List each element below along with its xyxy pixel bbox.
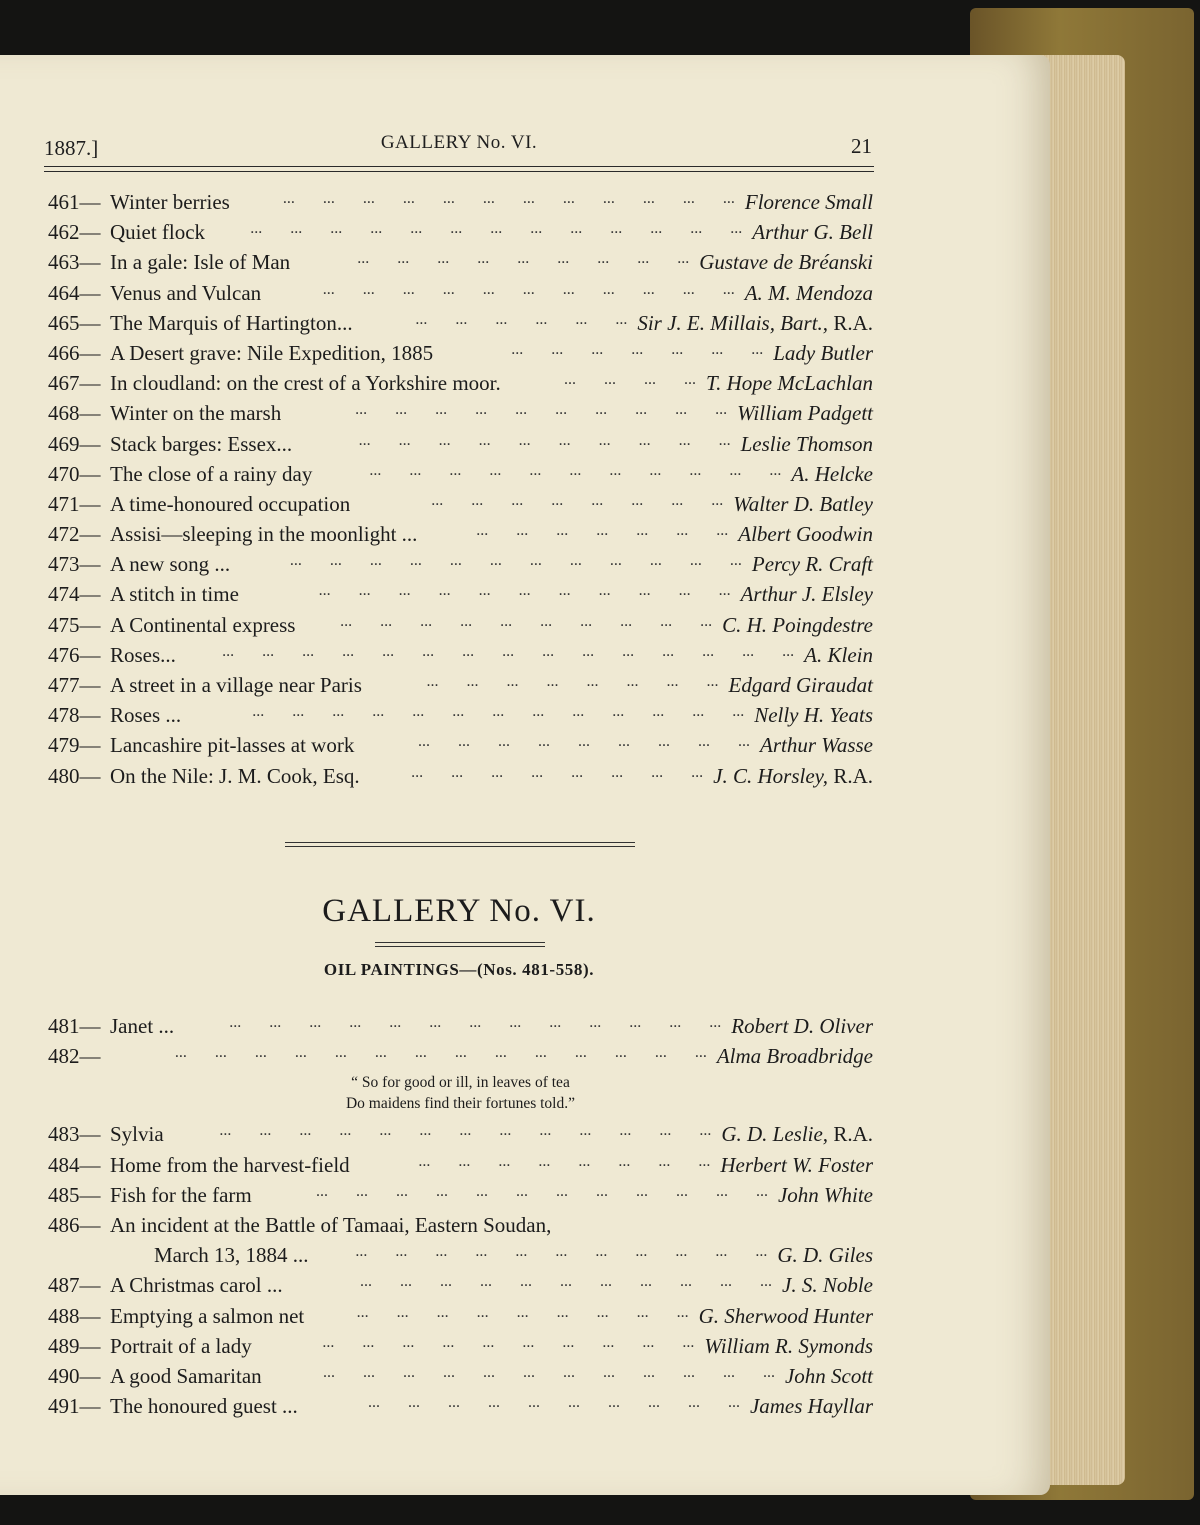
leader-dots: ... ... ... ... ... ... ... ... ... ... ... ... ...: [229, 1014, 722, 1031]
catalogue-entry: [48, 1209, 873, 1239]
entry-number: 465—: [48, 310, 101, 335]
entry-number: 473—: [48, 552, 101, 577]
section-subtitle: OIL PAINTINGS—(Nos. 481-558).: [323, 960, 595, 979]
entry-artist: [752, 220, 873, 245]
leader-dots: ... ... ... ... ... ... ... ... ... ... ... ... ... ... ...: [222, 642, 795, 660]
leader-dots: ... ... ... ... ... ... ... ... ... ... ... ...: [289, 552, 742, 570]
entry-number: 479—: [48, 733, 101, 758]
catalogue-entry: [48, 669, 873, 699]
artist-name: Arthur G. Bell: [752, 220, 873, 245]
entry-title: A Christmas carol ...: [110, 1273, 283, 1298]
entry-artist: [791, 462, 873, 487]
artist-name: A. M. Mendoza: [744, 280, 873, 305]
entry-title: Assisi—sleeping in the moonlight ...: [110, 522, 418, 547]
quote-line: “ So for good or ill, in leaves of tea: [351, 1074, 570, 1092]
entry-artist: [713, 764, 873, 789]
entry-number: 471—: [48, 491, 101, 516]
entry-number: 491—: [48, 1394, 101, 1419]
leader-dots: ... ... ... ... ... ... ... ... ... ... ...: [369, 461, 782, 479]
entry-artist: [760, 733, 873, 758]
entry-artist: [699, 1304, 873, 1329]
entry-artist: [733, 492, 873, 517]
leader-dots: ... ... ... ... ... ... ... ... ... ... ... ... ...: [252, 703, 745, 721]
entry-number: 481—: [48, 1014, 101, 1038]
entry-number: 484—: [48, 1152, 101, 1177]
leader-dots: ... ... ... ... ... ... ... ... ...: [356, 1303, 689, 1321]
entry-number: 488—: [48, 1303, 101, 1328]
entry-artist: [704, 1334, 873, 1359]
leader-dots: ... ... ... ... ... ... ... ... ... ...: [322, 1333, 695, 1351]
artist-name: James Hayllar: [749, 1394, 873, 1419]
catalogue-entry: [48, 1360, 873, 1390]
catalogue-entry: [48, 1239, 873, 1269]
entry-number: 485—: [48, 1182, 101, 1207]
artist-name: J. C. Horsley,: [713, 763, 829, 788]
running-header: [44, 128, 874, 158]
artist-name: G. D. Leslie,: [721, 1122, 829, 1147]
entry-artist: [741, 582, 873, 607]
leader-dots: ... ... ... ... ... ...: [415, 310, 628, 328]
artist-name: A. Helcke: [791, 461, 873, 486]
entry-title: Venus and Vulcan: [110, 280, 262, 305]
entry-title: The close of a rainy day: [110, 461, 313, 486]
entry-artist: [752, 552, 873, 577]
entry-title: Sylvia: [110, 1122, 164, 1147]
catalogue-entry: [48, 488, 873, 518]
entry-artist: [741, 432, 873, 457]
entry-artist: [773, 341, 873, 366]
entry-title: A stitch in time: [110, 582, 239, 607]
entry-artist: [706, 371, 873, 396]
leader-dots: ... ... ... ... ... ... ... ...: [411, 763, 704, 781]
entry-number: 483—: [48, 1122, 101, 1147]
entry-artist: [699, 250, 873, 275]
entry-artist: [778, 1183, 873, 1208]
entry-number: 489—: [48, 1333, 101, 1358]
entry-artist: [782, 1273, 873, 1298]
leader-dots: ... ... ... ... ... ... ... ... ... ... ... ...: [315, 1182, 768, 1200]
leader-dots: ... ... ... ... ... ... ... ... ... ... ... ... ...: [250, 220, 743, 238]
catalogue-entry: [48, 1040, 873, 1070]
entry-quote: [48, 1070, 873, 1118]
catalogue-entry: [48, 367, 873, 397]
artist-name: C. H. Poingdestre: [722, 612, 873, 637]
leader-dots: ... ... ... ... ... ... ... ... ... ... ... ... ... ...: [174, 1044, 707, 1062]
catalogue-entry: [48, 548, 873, 578]
entry-artist: [731, 1014, 873, 1039]
artist-suffix: R.A.: [828, 310, 873, 335]
catalogue-entry: [48, 1118, 873, 1148]
artist-name: J. S. Noble: [782, 1273, 873, 1298]
entry-title: A street in a village near Paris: [110, 673, 362, 697]
entry-number: 486—: [48, 1212, 101, 1237]
catalogue-entry: [48, 699, 873, 729]
artist-name: Albert Goodwin: [738, 522, 873, 547]
catalogue-entry: [48, 277, 873, 307]
leader-dots: ... ... ... ... ... ... ... ... ... ...: [367, 1394, 740, 1412]
entry-number: 469—: [48, 431, 101, 456]
entry-title: The honoured guest ...: [110, 1394, 298, 1419]
entry-title: A time-honoured occupation: [110, 491, 351, 516]
entry-number: 490—: [48, 1363, 101, 1388]
entry-title: An incident at the Battle of Tamaai, Eastern Soudan,: [110, 1212, 552, 1237]
artist-name: Leslie Thomson: [740, 431, 873, 456]
catalogue-entry: [48, 1390, 873, 1420]
entries-list-top: [48, 186, 873, 790]
entry-title: Quiet flock: [110, 220, 206, 245]
entry-number: 467—: [48, 371, 101, 396]
artist-name: John Scott: [784, 1363, 873, 1388]
catalogue-entry: [48, 216, 873, 246]
catalogue-entry: [48, 186, 873, 216]
leader-dots: ... ... ... ... ... ... ... ... ... ...: [355, 401, 728, 419]
catalogue-entry: [48, 397, 873, 427]
entry-number: 477—: [48, 673, 101, 697]
leader-dots: ... ... ... ...: [563, 371, 696, 389]
section-title: GALLERY No. VI.: [322, 893, 596, 929]
leader-dots: ... ... ... ... ... ... ... ... ... ... ...: [360, 1273, 773, 1291]
catalogue-entry: [48, 1269, 873, 1299]
leader-dots: ... ... ... ... ... ... ... ...: [431, 491, 724, 509]
entry-number: 470—: [48, 461, 101, 486]
artist-name: Florence Small: [744, 190, 873, 214]
entry-artist: [745, 190, 873, 215]
leader-dots: ... ... ... ... ... ... ... ... ... ... ... ...: [282, 190, 735, 207]
entry-title: A Desert grave: Nile Expedition, 1885: [110, 340, 434, 365]
artist-name: G. Sherwood Hunter: [698, 1303, 873, 1328]
artist-name: Herbert W. Foster: [720, 1152, 873, 1177]
catalogue-entry: [48, 518, 873, 548]
entry-title: March 13, 1884 ...: [154, 1243, 309, 1268]
entry-title: Fish for the farm: [110, 1182, 252, 1207]
header-title: GALLERY No. VI.: [380, 132, 538, 153]
leader-dots: ... ... ... ... ... ... ... ... ...: [357, 250, 690, 268]
leader-dots: ... ... ... ... ... ... ... ... ... ... ...: [322, 280, 735, 298]
artist-name: Lady Butler: [773, 340, 873, 365]
leader-dots: ... ... ... ... ... ... ... ... ... ... ... ...: [322, 1363, 775, 1381]
artist-name: Percy R. Craft: [751, 552, 873, 577]
catalogue-entry: [48, 1010, 873, 1040]
artist-name: Sir J. E. Millais, Bart.,: [637, 310, 829, 335]
entry-number: 466—: [48, 340, 101, 365]
entry-title: Stack barges: Essex...: [110, 431, 293, 456]
artist-name: John White: [777, 1182, 873, 1207]
entry-artist: [754, 703, 873, 728]
entry-artist: [785, 1364, 873, 1389]
entry-number: 474—: [48, 582, 101, 607]
catalogue-entry: [48, 337, 873, 367]
entry-artist: [729, 673, 873, 698]
entries-list-bottom: [48, 1010, 873, 1420]
leader-dots: ... ... ... ... ... ... ... ... ... ... ...: [355, 1243, 768, 1261]
artist-suffix: R.A.: [828, 763, 873, 788]
leader-dots: ... ... ... ... ... ... ... ... ... ... ... ... ...: [219, 1122, 712, 1140]
catalogue-entry: [48, 1149, 873, 1179]
artist-name: Gustave de Bréanski: [699, 250, 873, 275]
catalogue-entry: [48, 307, 873, 337]
artist-name: Alma Broadbridge: [716, 1044, 873, 1069]
entry-title: Winter on the marsh: [110, 401, 282, 426]
page-number: 21: [851, 134, 872, 158]
leader-dots: ... ... ... ... ... ... ... ...: [418, 1152, 711, 1170]
entry-artist: [745, 281, 873, 306]
entry-artist: [637, 311, 873, 336]
artist-name: Robert D. Oliver: [731, 1014, 873, 1038]
leader-dots: ... ... ... ... ... ... ... ... ... ...: [358, 431, 731, 449]
entry-title: In a gale: Isle of Man: [110, 250, 291, 275]
entry-title: Emptying a salmon net: [110, 1303, 305, 1328]
entry-title: On the Nile: J. M. Cook, Esq.: [110, 763, 360, 788]
entry-title: Roses...: [110, 642, 176, 667]
artist-name: William R. Symonds: [704, 1333, 873, 1358]
entry-title: A Continental express: [110, 612, 296, 637]
catalogue-entry: [48, 458, 873, 488]
artist-name: A. Klein: [804, 642, 873, 667]
artist-name: Nelly H. Yeats: [754, 703, 873, 728]
artist-name: G. D. Giles: [777, 1243, 873, 1268]
entry-number: 461—: [48, 190, 101, 214]
catalogue-entry: [48, 639, 873, 669]
header-rule: [44, 166, 874, 172]
entry-number: 487—: [48, 1273, 101, 1298]
section-title-rule: [375, 942, 545, 947]
leader-dots: ... ... ... ... ... ... ...: [476, 522, 729, 540]
catalogue-entry: [48, 1179, 873, 1209]
artist-name: T. Hope McLachlan: [705, 371, 873, 396]
catalogue-entry: [48, 428, 873, 458]
header-year: 1887.]: [44, 136, 99, 160]
catalogue-entry: [48, 1300, 873, 1330]
catalogue-entry: [48, 246, 873, 276]
entry-title: A good Samaritan: [110, 1363, 262, 1388]
leader-dots: ... ... ... ... ... ... ... ... ...: [418, 733, 750, 751]
artist-suffix: R.A.: [828, 1122, 873, 1147]
entry-artist: [717, 1044, 873, 1069]
entry-number: 463—: [48, 250, 101, 275]
entry-title: The Marquis of Hartington...: [110, 310, 353, 335]
entry-artist: [777, 1243, 873, 1268]
quote-line: Do maidens find their fortunes told.”: [345, 1095, 575, 1113]
entry-artist: [804, 643, 873, 668]
entry-title: In cloudland: on the crest of a Yorkshire moor.: [110, 371, 501, 396]
catalogue-entry: [48, 1330, 873, 1360]
entry-number: 464—: [48, 280, 101, 305]
leader-dots: ... ... ... ... ... ... ... ... ... ... ...: [318, 582, 731, 600]
leader-dots: ... ... ... ... ... ... ...: [511, 340, 764, 358]
entry-number: 480—: [48, 763, 101, 788]
entry-title: Janet ...: [110, 1014, 175, 1038]
section-divider: [285, 842, 635, 847]
entry-title: Home from the harvest-field: [110, 1152, 350, 1177]
catalogue-entry: [48, 578, 873, 608]
entry-title: Lancashire pit-lasses at work: [110, 733, 355, 758]
leader-dots: ... ... ... ... ... ... ... ...: [426, 673, 719, 690]
catalogue-entry: [48, 729, 873, 759]
catalogue-entry: [48, 760, 873, 790]
entry-number: 462—: [48, 220, 101, 245]
entry-title: Roses ...: [110, 703, 182, 728]
entry-number: 482—: [48, 1044, 101, 1069]
entry-artist: [737, 401, 873, 426]
leader-dots: ... ... ... ... ... ... ... ... ... ...: [340, 612, 713, 630]
entry-number: 472—: [48, 522, 101, 547]
catalogue-entry: [48, 609, 873, 639]
entry-number: 478—: [48, 703, 101, 728]
artist-name: William Padgett: [737, 401, 873, 426]
entry-title: Winter berries: [110, 190, 230, 214]
entry-number: 468—: [48, 401, 101, 426]
entry-number: 476—: [48, 642, 101, 667]
entry-number: 475—: [48, 612, 101, 637]
artist-name: Arthur J. Elsley: [740, 582, 873, 607]
entry-title: A new song ...: [110, 552, 231, 577]
entry-artist: [750, 1394, 873, 1419]
entry-artist: [722, 613, 873, 638]
entry-title: Portrait of a lady: [110, 1333, 252, 1358]
entry-artist: [738, 522, 873, 547]
entry-artist: [720, 1153, 873, 1178]
entry-artist: [721, 1122, 873, 1147]
artist-name: Arthur Wasse: [760, 733, 873, 758]
artist-name: Walter D. Batley: [733, 491, 873, 516]
artist-name: Edgard Giraudat: [728, 673, 873, 697]
